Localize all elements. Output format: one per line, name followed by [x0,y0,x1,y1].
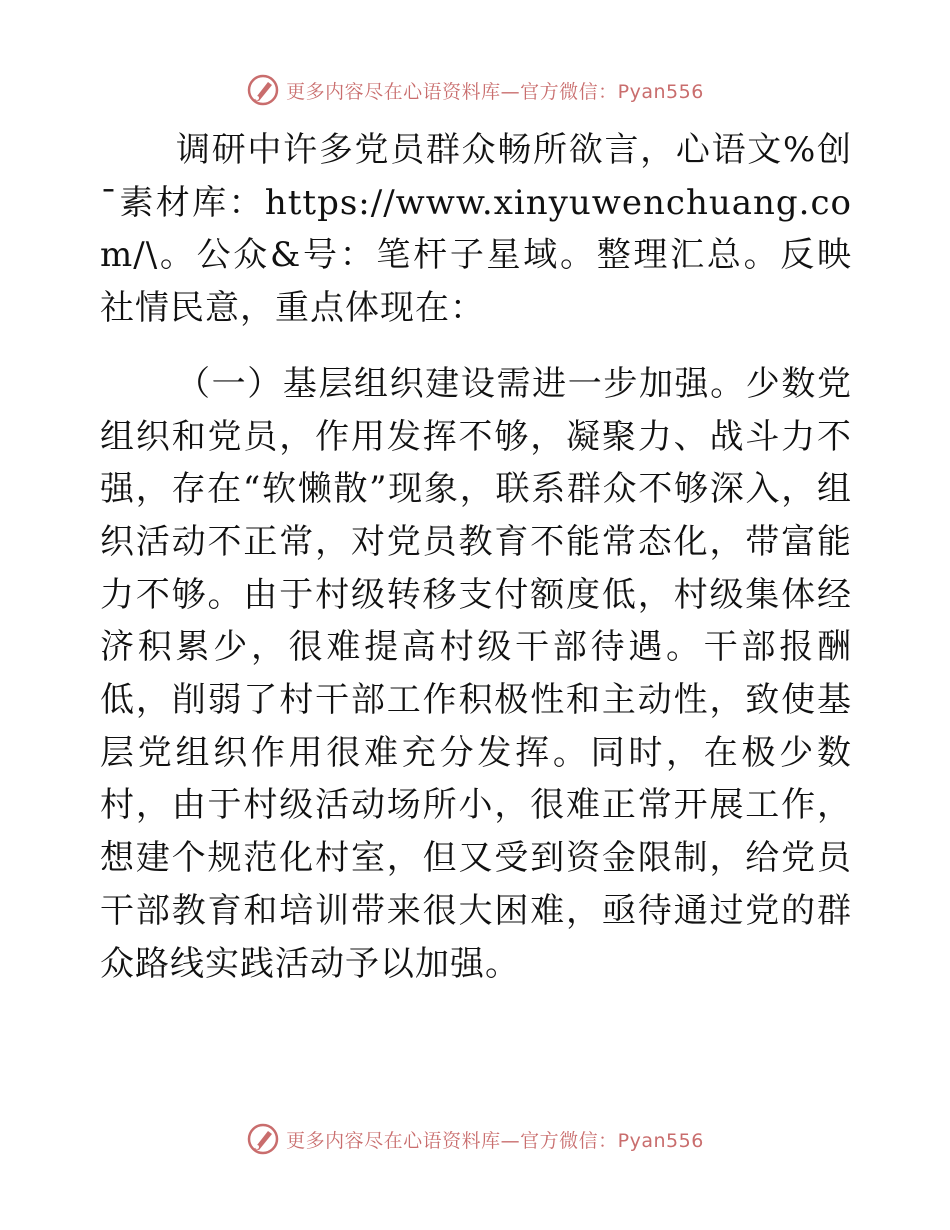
quill-pen-logo-icon [246,1122,280,1156]
document-body [100,124,852,990]
paragraph-section-one: （一）基层组织建设需进一步加强。少数党组织和党员，作用发挥不够，凝聚力、战斗力不强，存在“软懒散”现象，联系群众不够深入，组织活动不正常，对党员教育不能常态化，带富能力不够。由于村级转移支付额度低，村级集体经济积累少，很难提高村级干部待遇。干部报酬低，削弱了村干部工作积极性和主动性，致使基层党组织作用很难充分发挥。同时，在极少数村，由于村级活动场所小，很难正常开展工作，想建个规范化村室，但又受到资金限制，给党员干部教育和培训带来很大困难，亟待通过党的群众路线实践活动予以加强。 [100,363,852,984]
watermark-brand: 更多内容尽在心语资料库 [286,1129,501,1152]
quill-pen-logo-icon [246,73,280,107]
watermark-brand: 更多内容尽在心语资料库 [286,80,501,103]
watermark-dash: — [500,1129,521,1152]
watermark-dash: — [500,80,521,103]
paragraph-intro: 调研中许多党员群众畅所欲言，心语文%创¯素材库：https://www.xinyuwenchuang.com/\。公众&号：笔杆子星域。整理汇总。反映社情民意，重点体现在： [100,130,852,329]
header-watermark-banner [0,70,950,110]
watermark-wechat: 官方微信：Pyan556 [520,1129,704,1152]
watermark-text [286,77,704,104]
footer-watermark-banner [0,1119,950,1159]
watermark-text [286,1126,704,1153]
watermark-wechat: 官方微信：Pyan556 [520,80,704,103]
